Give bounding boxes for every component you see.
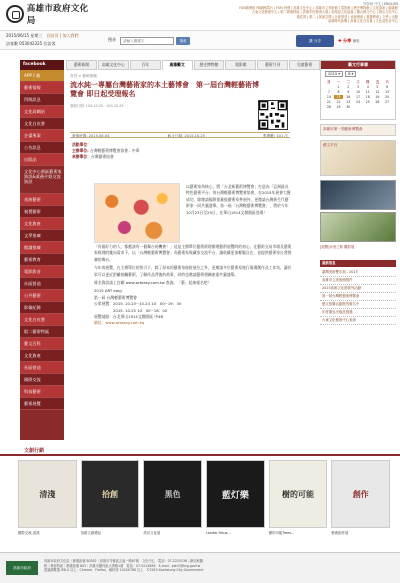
sidebar-item[interactable]: 公告訊息: [20, 142, 64, 154]
event-line[interactable]: 網址：www.arteasy.com.tw: [94, 320, 145, 326]
year-value: 2015: [328, 72, 338, 76]
calendar-day: [382, 105, 392, 109]
field-label: 主辦單位:: [72, 148, 91, 153]
calendar-day: [324, 85, 334, 89]
event-line: 2015. 10.25 10：00~18：00: [94, 307, 168, 313]
calendar-day[interactable]: 20: [385, 95, 390, 99]
calendar-day: [353, 105, 363, 109]
ad-image[interactable]: [320, 212, 396, 242]
event-line: 第一屆 台灣輕藝術博覽會: [94, 294, 137, 300]
gallery-image: 樹的可能: [269, 460, 328, 528]
calendar-day[interactable]: 16: [346, 95, 351, 99]
calendar-year-select[interactable]: 2015 ▾: [325, 71, 343, 77]
gallery-caption: 藝術創作展: [331, 531, 349, 535]
field-value: 台灣輕藝術博覽會協會 - 中華: [90, 148, 140, 153]
breadcrumb: 首頁 > 藝術情報: [70, 74, 97, 78]
gallery-title: 文創行銷: [24, 448, 45, 454]
calendar-day[interactable]: 6: [386, 85, 389, 89]
site-header: [0, 0, 400, 30]
top-nav: [166, 2, 398, 30]
news-item[interactable]: 高雄市立美術館徵件: [320, 277, 396, 285]
gallery-item[interactable]: [206, 460, 265, 540]
home-links[interactable]: 回首頁 | 加入我們: [46, 33, 79, 38]
field-label: 承辦單位：: [72, 154, 91, 159]
article-image: [94, 183, 180, 243]
sidebar-item[interactable]: 得獎訊息: [20, 94, 64, 106]
footer-line: 建議瀏覽器 IE8.0 以上、Chrome、Firefox，解析度 1024X768 以上 ©2015 Kaohsiung City Government: [44, 568, 204, 573]
visitor-count: 訪客數 053042325 位訪客: [6, 41, 56, 46]
gallery-header: [0, 446, 400, 456]
sidebar-item[interactable]: 藝術情報: [20, 82, 64, 94]
calendar-day[interactable]: 2: [347, 85, 350, 89]
gallery-item[interactable]: [81, 460, 140, 540]
gallery-image: 黑色: [143, 460, 202, 528]
gallery-image: 創作: [331, 460, 390, 528]
calendar-weekday: 日: [327, 80, 331, 84]
article-paragraph: 今年的展覽，在主辦單位的努力下，除了原本的藝術家進駐展位之外，更邀請多位藝術家進行現場創作及工作坊，讓民眾可以更近距離接觸藝術，了解作品背後的故事，同時也邀請藝術相關產業共襄盛舉。: [94, 265, 292, 277]
product-gallery: [18, 460, 390, 540]
sidebar-item[interactable]: 藝術教育: [20, 254, 64, 266]
calendar-day[interactable]: 22: [336, 100, 341, 104]
calendar-day[interactable]: 23: [346, 100, 351, 104]
calendar-header: 藝文行事曆: [321, 61, 395, 69]
sidebar-item[interactable]: 電影影音: [20, 266, 64, 278]
sidebar-item[interactable]: 文化局網站: [20, 106, 64, 118]
top-nav-line[interactable]: 大東文化藝術中心 | 駁二藝術特區 | 高雄市民藝術大道 | 哈瑪星文化協會 | 鳳山藝文中心 | 岡山文化中心: [251, 10, 398, 15]
calendar-selectors: [321, 69, 395, 79]
field-row: [72, 154, 139, 160]
logo-mark-icon: [6, 5, 24, 23]
gallery-item[interactable]: [143, 460, 202, 540]
right-column: [320, 60, 398, 450]
site-logo[interactable]: [6, 4, 96, 24]
sidebar-item[interactable]: 社區營造: [20, 278, 64, 290]
sidebar-list: [20, 70, 64, 410]
share-button[interactable]: [338, 35, 394, 47]
footer-line: 駁二藝術特區｜郵遞區號 803｜高雄市鹽埕區大勇路1號 電話：07-5214899 E-mail：pier2@kcg.gov.tw: [44, 563, 201, 568]
calendar-month-select[interactable]: 6 ▾: [345, 71, 356, 77]
calendar-day[interactable]: 4: [366, 85, 369, 89]
gallery-caption: 樹的可能Trees...: [268, 531, 295, 535]
calendar-day: [363, 105, 373, 109]
calendar-day[interactable]: 17: [355, 95, 361, 99]
sidebar-item[interactable]: 藝術展覽: [20, 398, 64, 410]
calendar-weekday: 三: [356, 80, 360, 84]
sidebar-item[interactable]: 企畫專案: [20, 130, 64, 142]
publish-date: 發佈時間: 2015.06.04: [72, 134, 110, 138]
calendar-day[interactable]: 12: [375, 90, 380, 94]
category-tab[interactable]: 百年: [130, 60, 161, 70]
sidebar-item[interactable]: 駁二藝術特區: [20, 326, 64, 338]
article-fields: [72, 142, 139, 160]
gallery-image: 清淺: [18, 460, 77, 528]
share-label: 分享: [342, 38, 352, 43]
sidebar-item[interactable]: 公共藝術: [20, 290, 64, 302]
category-tab[interactable]: 高雄文化中心: [98, 60, 129, 70]
sidebar-item[interactable]: 文化白皮書: [20, 314, 64, 326]
event-line: 展覽地點：台北華山1914文創園區 中4B: [94, 314, 164, 320]
calendar-day[interactable]: 1: [337, 85, 340, 89]
calendar-day[interactable]: 9: [347, 90, 350, 94]
sidebar-item[interactable]: 文化資產: [20, 218, 64, 230]
art-fair-banner[interactable]: 高雄市第一屆藝術博覽會: [320, 124, 396, 136]
calendar-day[interactable]: 15: [334, 95, 344, 99]
calendar-day[interactable]: 30: [346, 105, 351, 109]
search-button[interactable]: 搜尋: [176, 37, 190, 45]
sidebar-item[interactable]: 視覺藝術: [20, 206, 64, 218]
calendar-day[interactable]: 28: [326, 105, 331, 109]
latest-news-header: 最新消息: [320, 260, 396, 267]
category-tab[interactable]: 高雄藝文: [162, 60, 193, 70]
calendar-weekday: 五: [375, 80, 380, 84]
sidebar-item[interactable]: 藝文百科: [20, 338, 64, 350]
field-value: 台灣藝術協會: [90, 154, 114, 159]
search-label: 搜尋: [108, 37, 116, 42]
news-list: [320, 269, 396, 325]
calendar-day[interactable]: 21: [326, 100, 331, 104]
calendar-day[interactable]: 18: [365, 95, 370, 99]
category-tab[interactable]: 藝術新聞: [66, 60, 97, 70]
gallery-item[interactable]: [331, 460, 390, 540]
sidebar-item[interactable]: 表演藝術: [20, 194, 64, 206]
calendar-grid: [321, 79, 395, 109]
news-item[interactable]: 年度優良出版品徵選: [320, 309, 396, 317]
calendar-weekday: 一: [336, 80, 341, 84]
event-line: 2015 ART easy: [94, 288, 123, 294]
date-display: [6, 33, 79, 39]
gallery-item[interactable]: [18, 460, 77, 540]
footer-logo: 高雄市政府: [6, 561, 38, 575]
sidebar-item[interactable]: APP下載: [20, 70, 64, 82]
sidebar-item[interactable]: 閱讀推廣: [20, 242, 64, 254]
category-tab[interactable]: 兒童藝術: [289, 60, 320, 70]
gallery-image: 拾創: [81, 460, 140, 528]
category-tab[interactable]: 歷史博物館: [194, 60, 225, 70]
ad-image[interactable]: [320, 180, 396, 210]
top-nav-line[interactable]: FUN做藝術 FB網路電台 | FUN 遊藝 | 高雄文化中心 | 高雄市立美術館 | 電影館 | 歷史博物館 | 文化資產 | 圖書館: [239, 6, 398, 11]
gallery-caption: Lander Hous...: [206, 531, 231, 535]
footer-text: [44, 559, 394, 573]
calendar-day[interactable]: 13: [385, 90, 390, 94]
calendar-weekday: 二: [346, 80, 350, 84]
share-icon: ✚: [338, 38, 343, 43]
calendar-day: [373, 105, 383, 109]
events-calendar: [320, 60, 396, 120]
gallery-item[interactable]: [269, 460, 328, 540]
sidebar-item[interactable]: 文化白皮書: [20, 118, 64, 130]
sidebar-item[interactable]: 科技藝術: [20, 386, 64, 398]
calendar-day[interactable]: 5: [376, 85, 379, 89]
category-tab[interactable]: 電影館: [225, 60, 256, 70]
gallery-caption: 拾創文創禮品: [80, 531, 102, 535]
article-paragraph: 報名資訊請上官網 www.arteasy.com.tw 查詢，「藝」起來報名吧！: [94, 280, 212, 286]
event-line: 公眾展覽：2015. 10.23~10.24 10：00~19：30: [94, 301, 182, 307]
sidebar-item[interactable]: 出版品: [20, 154, 64, 166]
news-item[interactable]: 臺灣美術雙年展 - 2015: [320, 269, 396, 277]
news-item[interactable]: 2015高雄文化節系列活動: [320, 285, 396, 293]
sidebar-item[interactable]: 文化中心園區藝術家資訊&業務介紹交流資訊: [20, 166, 64, 194]
calendar-weekday: 四: [366, 80, 370, 84]
latest-news: [320, 260, 396, 325]
sidebar-item[interactable]: 文學推廣: [20, 230, 64, 242]
sidebar-item[interactable]: 文化資產: [20, 350, 64, 362]
field-label: 活動單位：: [72, 142, 91, 147]
calendar-day[interactable]: 11: [365, 90, 370, 94]
gallery-caption: 設計文化展: [143, 531, 161, 535]
calendar-day[interactable]: 26: [375, 100, 380, 104]
gallery-caption: 國際交流-清淺: [18, 531, 40, 535]
month-value: 6: [348, 72, 351, 76]
calendar-day[interactable]: 29: [336, 105, 341, 109]
sidebar-item[interactable]: 社區營造: [20, 362, 64, 374]
top-nav-line[interactable]: 分享到: 中文 | ENGLISH: [362, 2, 398, 6]
calendar-day[interactable]: 3: [356, 85, 359, 89]
top-nav-line[interactable]: 高雄時代新聞 | 高雄文化白皮書 | 文化局影音中心: [328, 18, 398, 23]
calendar-weekday: 六: [385, 80, 389, 84]
platform-banner-label: 藝文平台: [323, 143, 338, 147]
logo-text: 高雄市政府文化局: [26, 4, 89, 26]
facebook-like-button[interactable]: 讚 分享: [296, 35, 334, 47]
calendar-day[interactable]: 8: [337, 90, 340, 94]
ad-caption[interactable]: [展覽]未竟之路 攝影展: [320, 245, 355, 249]
event-info: [94, 288, 292, 326]
calendar-day[interactable]: 25: [365, 100, 370, 104]
view-count: 點閱數: 101 次: [263, 134, 288, 138]
sidebar-facebook-header[interactable]: facebook: [20, 60, 64, 70]
calendar-day[interactable]: 14: [326, 95, 331, 99]
search-input[interactable]: [120, 37, 174, 45]
article-paragraph: 「有個好力的人，都應該有一個舞台的機會！」這是主辦單位藝術經理辦理藝術展覽時的初心，在藝術交易市場及藝術家經理的雙向需求下，以「台灣輕藝術博覽會」為藝術家與藏家交流平台，讓收藏更加輕鬆自在，並提供藝術家自我推廣的舞台。: [94, 244, 292, 262]
site-footer: [0, 552, 400, 583]
news-item[interactable]: 第一屆台灣輕藝術博覽會: [320, 293, 396, 301]
news-item[interactable]: 藝文推廣活動熱烈報名中: [320, 301, 396, 309]
calendar-day[interactable]: 19: [375, 95, 380, 99]
article-body: [94, 244, 292, 327]
gallery-image: 藍灯樂: [206, 460, 265, 528]
calendar-day[interactable]: 7: [327, 90, 330, 94]
article-submeta: [70, 132, 290, 138]
category-tab[interactable]: 藝術月刊: [257, 60, 288, 70]
top-nav-line[interactable]: 衛武營 | 駁二 | 展演空間 | 社區營造 | 表演藝術 | 視覺藝術 | 文學 | 出版: [296, 14, 398, 19]
article-meta: 發稿日期: 104.10.20 · 104.10.25: [70, 104, 124, 108]
footer-line: 高雄市政府文化局｜郵遞區號 80262｜高雄市苓雅區五福一路67號 文化中心 電話：07-2225136｜網站地圖: [44, 559, 203, 563]
deadline-date: 截止日期: 2015.10.25: [167, 134, 205, 138]
date-bar: [0, 30, 400, 50]
sidebar-item[interactable]: 國際交流: [20, 374, 64, 386]
sidebar-item[interactable]: 影像紀錄: [20, 302, 64, 314]
qrcode-icon: [258, 100, 288, 130]
news-item[interactable]: 大東文化藝術中心表演: [320, 317, 396, 325]
calendar-day[interactable]: 27: [385, 100, 390, 104]
article-title: 流水純一專屬台灣藝術家的本土藝博會 第一屆台灣輕藝術博覽會 即日起受理報名: [70, 80, 259, 98]
calendar-day[interactable]: 10: [355, 90, 361, 94]
share-sub: 網址: [352, 39, 360, 43]
category-tabs: [66, 60, 320, 70]
platform-banner[interactable]: [320, 140, 396, 176]
calendar-day[interactable]: 24: [355, 100, 361, 104]
current-date: 2015/06/15 星期三: [6, 33, 43, 38]
left-sidebar: [20, 60, 64, 440]
article-body-intro: 以藝術家為核心，將「台北新藝術博覽會」打造為「亞洲最具特色藝術平台」的台灣輕藝術博覽會協會，在2015年展會大獲成功，除邀請國際重量級藝術家參展外，更邀請台灣新生代藝術家一同共襄盛舉，第一屆「台灣輕藝術博覽會」，將於今年10月23日至25日，在華山1914文創園區登場！: [186, 184, 291, 215]
